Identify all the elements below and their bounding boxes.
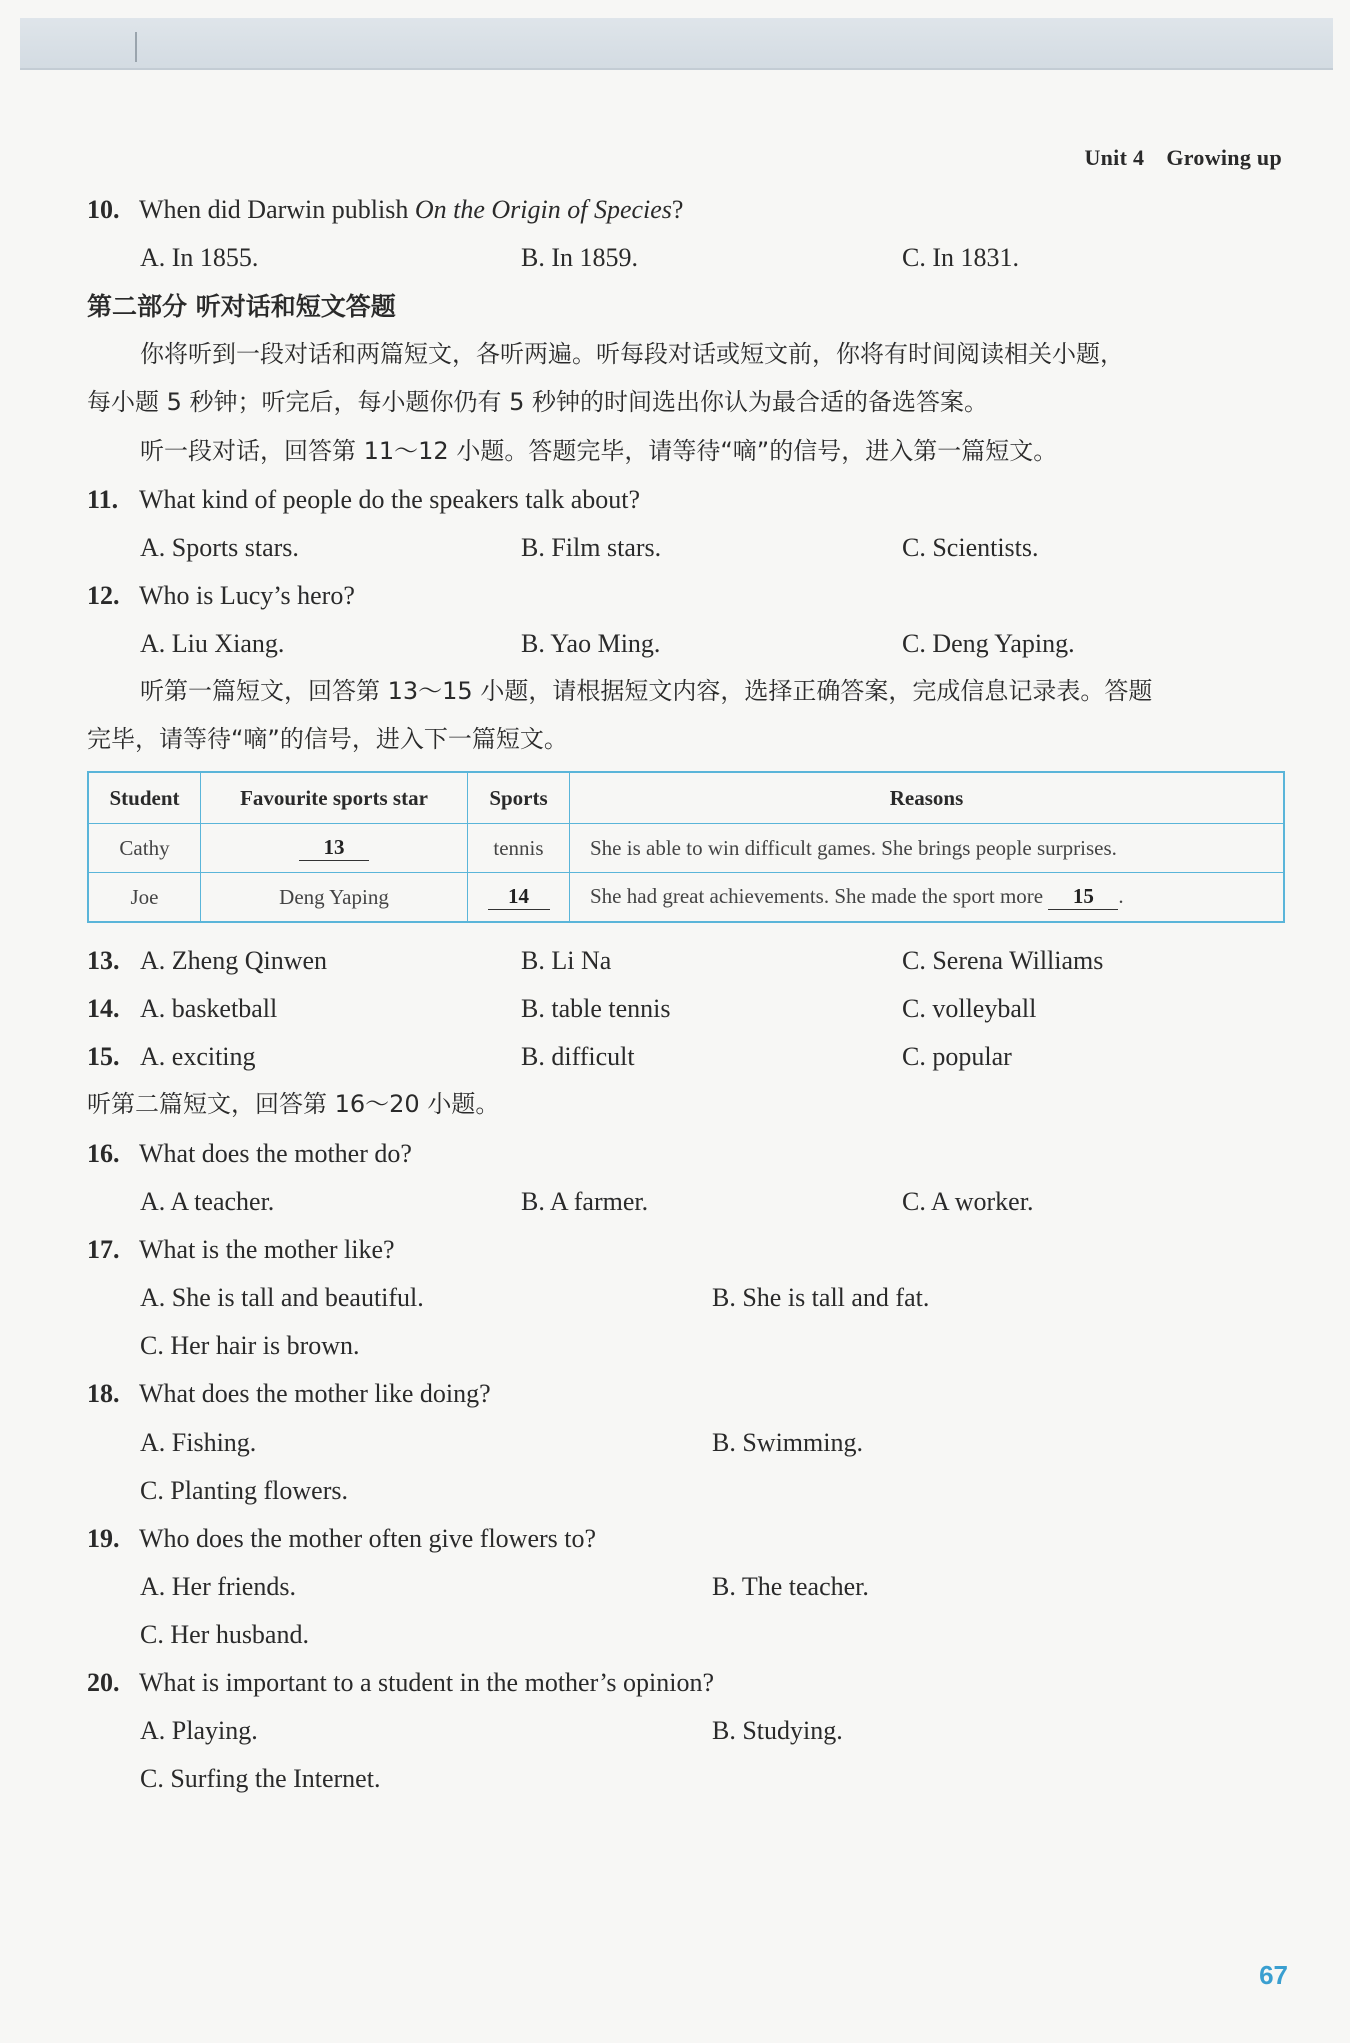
option-b: B. The teacher.: [712, 1572, 869, 1601]
question-number: 15.: [87, 1042, 120, 1071]
option-a: A. Zheng Qinwen: [140, 946, 328, 975]
unit-title: Growing up: [1166, 145, 1282, 170]
option-c: C. Surfing the Internet.: [140, 1764, 381, 1793]
question-20: [87, 1670, 714, 1696]
question-number: 20.: [87, 1668, 120, 1697]
question-number: 13.: [87, 946, 120, 975]
reason-text: She had great achievements. She made the sport more: [590, 884, 1049, 909]
option-a: A. exciting: [140, 1042, 256, 1071]
question-stem: Who does the mother often give flowers to?: [139, 1524, 597, 1553]
option-a: A. Fishing.: [140, 1428, 257, 1457]
option-a: A. Liu Xiang.: [140, 629, 285, 658]
option-c: C. In 1831.: [902, 243, 1019, 272]
option-a: A. Playing.: [140, 1716, 258, 1745]
question-number: 17.: [87, 1235, 120, 1264]
question-10: [87, 197, 683, 223]
passage1-instructions-1: 听第一篇短文，回答第 13～15 小题，请根据短文内容，选择正确答案，完成信息记录表。答题: [140, 677, 1153, 705]
reason-period: .: [1118, 884, 1124, 909]
question-18: [87, 1381, 491, 1407]
question-14: [87, 996, 139, 1022]
option-c: C. Scientists.: [902, 533, 1039, 562]
option-c: C. Her husband.: [140, 1620, 309, 1649]
instructions-line-1: 你将听到一段对话和两篇短文，各听两遍。听每段对话或短文前，你将有时间阅读相关小题，: [140, 340, 1124, 368]
question-19: [87, 1526, 596, 1552]
header-student: Student: [88, 772, 201, 824]
cell-star: Deng Yaping: [201, 873, 468, 923]
page-number: 67: [1259, 1960, 1288, 1990]
cell-reason: [570, 873, 1285, 923]
cell-student: Joe: [88, 873, 201, 923]
passage1-instructions-2: 完毕，请等待“嘀”的信号，进入下一篇短文。: [87, 725, 568, 753]
option-b: B. Studying.: [712, 1716, 843, 1745]
question-16: [87, 1141, 412, 1167]
option-c: C. Her hair is brown.: [140, 1331, 360, 1360]
question-stem: What is the mother like?: [139, 1235, 395, 1264]
question-13: [87, 948, 139, 974]
table-row: [88, 824, 1284, 873]
option-c: C. Deng Yaping.: [902, 629, 1075, 658]
option-a: A. Sports stars.: [140, 533, 299, 562]
option-b: B. table tennis: [521, 994, 671, 1023]
question-number: 10.: [87, 195, 120, 224]
question-number: 18.: [87, 1379, 120, 1408]
option-b: B. Film stars.: [521, 533, 662, 562]
question-number: 12.: [87, 581, 120, 610]
option-a: A. In 1855.: [140, 243, 259, 272]
header-reasons: Reasons: [570, 772, 1285, 824]
question-stem: What does the mother do?: [139, 1139, 412, 1168]
band-notch: [135, 32, 137, 62]
option-a: A. Her friends.: [140, 1572, 296, 1601]
blank-14: 14: [488, 885, 550, 909]
option-b: B. A farmer.: [521, 1187, 649, 1216]
question-stem: What kind of people do the speakers talk about?: [139, 485, 641, 514]
option-b: B. Swimming.: [712, 1428, 863, 1457]
instructions-line-2: 每小题 5 秒钟；听完后，每小题你仍有 5 秒钟的时间选出你认为最合适的备选答案。: [87, 388, 989, 416]
question-15: [87, 1044, 139, 1070]
header-star: Favourite sports star: [201, 772, 468, 824]
question-17: [87, 1237, 395, 1263]
blank-13: 13: [299, 836, 369, 860]
question-number: 19.: [87, 1524, 120, 1553]
option-c: C. Planting flowers.: [140, 1476, 348, 1505]
unit-label: Unit 4: [1084, 145, 1145, 170]
question-12: [87, 583, 355, 609]
question-stem: When did Darwin publish: [139, 195, 415, 224]
book-title: On the Origin of Species: [414, 195, 672, 224]
cell-sport: [468, 873, 570, 923]
option-c: C. popular: [902, 1042, 1012, 1071]
question-number: 16.: [87, 1139, 120, 1168]
question-stem: Who is Lucy’s hero?: [139, 581, 355, 610]
cell-reason: She is able to win difficult games. She brings people surprises.: [570, 824, 1285, 873]
option-b: B. difficult: [521, 1042, 635, 1071]
option-c: C. volleyball: [902, 994, 1037, 1023]
dialog-instructions: 听一段对话，回答第 11～12 小题。答题完毕，请等待“嘀”的信号，进入第一篇短文。: [140, 437, 1058, 465]
cell-star: [201, 824, 468, 873]
question-number: 14.: [87, 994, 120, 1023]
question-11: [87, 487, 640, 513]
question-stem: What is important to a student in the mother’s opinion?: [139, 1668, 715, 1697]
info-record-table: [87, 771, 1285, 923]
header-sports: Sports: [468, 772, 570, 824]
option-b: B. In 1859.: [521, 243, 638, 272]
passage2-instructions: 听第二篇短文，回答第 16～20 小题。: [87, 1090, 500, 1118]
question-stem: What does the mother like doing?: [139, 1379, 491, 1408]
option-b: B. Yao Ming.: [521, 629, 661, 658]
option-c: C. Serena Williams: [902, 946, 1104, 975]
option-a: A. She is tall and beautiful.: [140, 1283, 424, 1312]
question-number: 11.: [87, 485, 119, 514]
option-a: A. basketball: [140, 994, 278, 1023]
top-band: [20, 18, 1333, 70]
blank-15: 15: [1048, 885, 1118, 909]
question-mark: ?: [671, 195, 684, 224]
option-b: B. Li Na: [521, 946, 612, 975]
cell-sport: tennis: [468, 824, 570, 873]
cell-student: Cathy: [88, 824, 201, 873]
table-row: [88, 873, 1284, 923]
running-header: [1084, 145, 1282, 171]
section-heading: 第二部分 听对话和短文答题: [87, 292, 396, 321]
option-c: C. A worker.: [902, 1187, 1034, 1216]
table-header-row: [88, 772, 1284, 824]
option-a: A. A teacher.: [140, 1187, 275, 1216]
option-b: B. She is tall and fat.: [712, 1283, 930, 1312]
